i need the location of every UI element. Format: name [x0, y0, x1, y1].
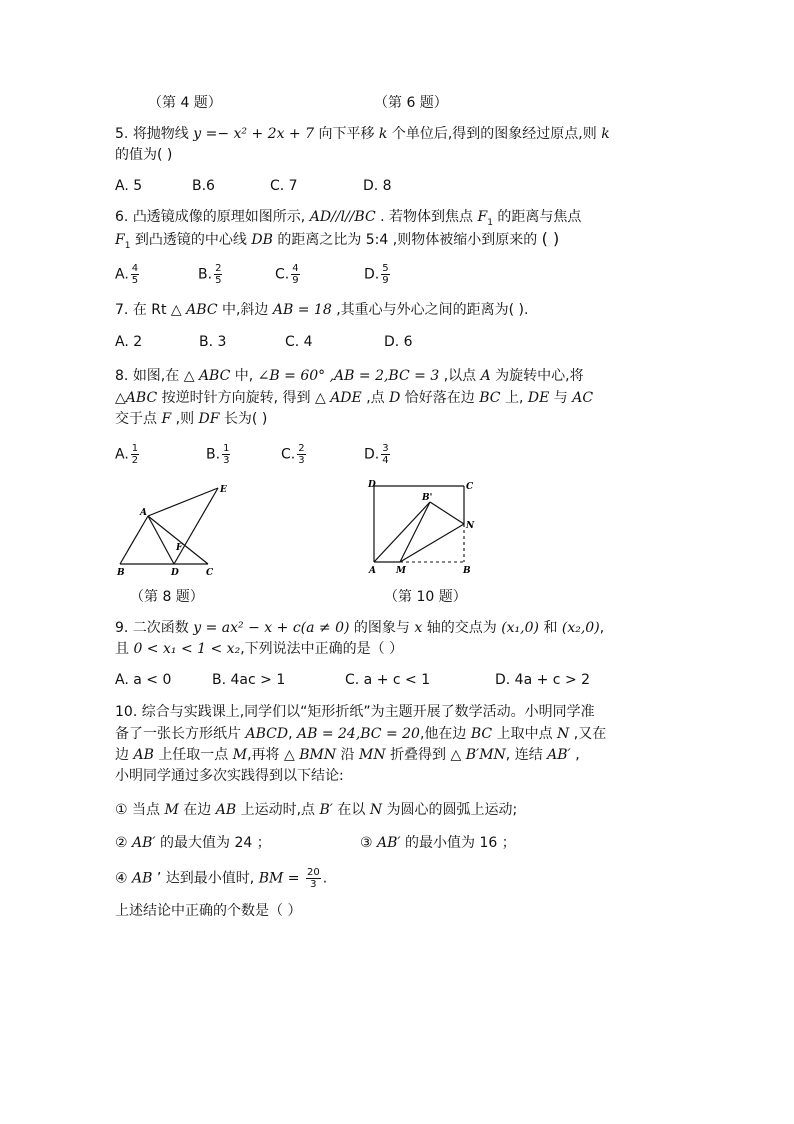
variable: MN: [359, 747, 386, 763]
variable: AB′: [377, 835, 401, 851]
question-text: ,以点: [443, 368, 477, 384]
question-8-line-3: [115, 409, 267, 429]
variable: k: [378, 126, 388, 142]
numerator: 20: [306, 867, 320, 878]
fraction: [131, 263, 139, 286]
denominator: 5: [215, 275, 222, 286]
question-text: ’ 达到最小值时,: [156, 870, 255, 887]
option-label: C.: [281, 446, 296, 463]
denominator: 3: [310, 879, 317, 890]
question-6-line-2: [115, 229, 559, 256]
question-number: 5.: [115, 126, 129, 142]
question-text: ,: [575, 747, 580, 763]
label-b: B: [463, 566, 471, 576]
fraction: [381, 263, 389, 286]
question-text: 到凸透镜的中心线: [134, 232, 247, 248]
variable: M: [164, 802, 179, 818]
fraction: [306, 867, 321, 890]
question-text: 二次函数: [132, 620, 189, 636]
question-number: 10.: [115, 704, 138, 720]
formula: y =− x² + 2x + 7: [193, 126, 315, 142]
variable: ABCD: [245, 726, 289, 742]
label-d: D: [368, 480, 376, 490]
question-text: 边: [115, 747, 129, 763]
variable: ABC: [198, 368, 231, 384]
variable: AB′: [547, 747, 571, 763]
question-number: 8.: [115, 368, 129, 384]
question-text: 按逆时针方向旋转, 得到 △: [161, 390, 326, 406]
question-text: △: [115, 390, 126, 406]
option-d: D. 6: [384, 334, 413, 350]
denominator: 2: [131, 455, 139, 466]
question-text: 的距离与焦点: [497, 209, 582, 225]
question-text: 且: [115, 641, 129, 657]
option-b: B. 3: [199, 334, 227, 350]
denominator: 3: [298, 455, 305, 466]
label-f: F: [176, 543, 183, 553]
segment-ab: [120, 516, 148, 564]
formula: AD//l//BC: [309, 209, 376, 225]
question-7-line-1: [115, 300, 528, 320]
question-10-line-1: [115, 702, 595, 722]
option-d: D. 8: [363, 178, 392, 194]
question-text: 交于点: [115, 411, 157, 427]
label-e: E: [220, 485, 227, 495]
fraction: [381, 443, 389, 466]
option-c: C. 7: [270, 178, 298, 194]
question-text: 如图,在 △: [132, 368, 195, 384]
variable: ABC: [125, 390, 158, 406]
question-text: 中,斜边: [221, 302, 269, 318]
question-text: ,: [599, 620, 605, 636]
conclusion-2: [115, 833, 271, 853]
variable: AB: [215, 802, 237, 818]
variable: ADE: [330, 390, 362, 406]
question-5-line-2: 的值为( ): [115, 147, 173, 163]
segment-ab-prime: [374, 502, 430, 562]
numerator: 5: [382, 263, 389, 274]
conclusion-3: [360, 833, 516, 853]
answer-blank: ( ): [541, 229, 560, 248]
option-c: C. a + c < 1: [345, 672, 431, 688]
option-label: D.: [364, 446, 380, 463]
question-text: ,则: [175, 411, 195, 427]
numerator: 2: [298, 443, 305, 454]
question-text: 备了一张长方形纸片: [115, 726, 241, 742]
option-d: [364, 443, 392, 466]
question-number: 9.: [115, 620, 129, 636]
formula: (x₂,0): [561, 620, 600, 636]
question-text: .: [322, 870, 328, 887]
question-10-line-4: 小明同学通过多次实践得到以下结论:: [115, 768, 344, 784]
question-text: 折叠得到 △: [390, 747, 462, 763]
question-text: ,点: [366, 390, 385, 406]
figure-6-caption: （第 6 题）: [374, 95, 448, 111]
question-text: ③: [360, 835, 373, 851]
option-b: [206, 443, 232, 466]
formula: AB = 24,BC = 20: [296, 726, 420, 742]
denominator: 5: [131, 275, 139, 286]
denominator: 9: [382, 275, 389, 286]
variable: ABC: [186, 302, 218, 318]
variable: N: [557, 726, 570, 742]
variable: x: [414, 620, 423, 636]
formula: BM =: [258, 870, 300, 887]
variable: D: [389, 390, 401, 406]
denominator: 3: [223, 455, 230, 466]
question-text: 的最小值为 16 ；: [405, 835, 516, 851]
variable: AB′: [132, 835, 156, 851]
question-number: 6.: [115, 209, 129, 225]
question-text: , 连结: [505, 747, 543, 763]
formula: ∠B = 60° ,AB = 2,BC = 3: [257, 368, 440, 384]
question-text: 在边: [183, 802, 212, 818]
option-b: B. 4ac > 1: [212, 672, 286, 688]
option-label: D.: [364, 266, 380, 283]
question-text: ②: [115, 835, 128, 851]
question-text: ,下列说法中正确的是（ ）: [240, 641, 404, 657]
question-8-line-2: [115, 388, 593, 408]
question-text: ,再将 △: [247, 747, 295, 763]
question-10-prompt: 上述结论中正确的个数是（ ）: [115, 903, 302, 919]
question-5-line-1: [115, 124, 610, 144]
subscript: 1: [124, 240, 131, 251]
variable: AB: [132, 870, 153, 887]
option-a: A. 5: [115, 178, 143, 194]
question-text: ,他在边: [419, 726, 467, 742]
numerator: 4: [292, 263, 299, 274]
variable: B′MN: [465, 747, 506, 763]
question-text: 上运动时,点: [240, 802, 316, 818]
option-label: B.: [206, 446, 221, 463]
label-d: D: [171, 568, 179, 578]
variable: M: [232, 747, 248, 763]
option-a: A. 2: [115, 334, 143, 350]
figure-8-caption: （第 8 题）: [130, 589, 204, 605]
option-a: [115, 263, 141, 286]
option-c: C. 4: [285, 334, 313, 350]
question-9-line-1: [115, 618, 604, 638]
variable: N: [369, 802, 383, 818]
numerator: 4: [131, 263, 139, 274]
segment-ad: [148, 516, 174, 564]
option-c: [281, 443, 308, 466]
segment-ae: [148, 488, 218, 516]
variable: BC: [479, 390, 501, 406]
question-text: 轴的交点为: [426, 620, 497, 636]
question-text: ,其重心与外心之间的距离为( ).: [336, 302, 529, 318]
question-text: 上取中点: [496, 726, 553, 742]
option-a: A. a < 0: [115, 672, 172, 688]
question-text: ① 当点: [115, 802, 161, 818]
option-label: C.: [275, 266, 290, 283]
option-b: B.6: [192, 178, 215, 194]
question-text: 个单位后,得到的图象经过原点,则: [391, 126, 597, 142]
option-a: [115, 443, 141, 466]
option-label: A.: [115, 446, 129, 463]
numerator: 3: [382, 443, 389, 454]
question-text: 的最大值为 24 ；: [160, 835, 271, 851]
figure-8-diagram: [108, 480, 238, 580]
question-text: 与: [553, 390, 568, 406]
figure-10-caption: （第 10 题）: [384, 589, 467, 605]
figure-4-caption: （第 4 题）: [148, 95, 222, 111]
option-label: A.: [115, 266, 129, 283]
question-10-line-3: [115, 745, 580, 765]
question-text: 为旋转中心,将: [495, 368, 584, 384]
variable: A: [480, 368, 491, 384]
figure-10-diagram: [362, 478, 492, 578]
question-10-line-2: [115, 724, 606, 744]
label-a: A: [140, 508, 147, 518]
fraction: [291, 263, 299, 286]
label-m: M: [396, 566, 406, 576]
label-c: C: [206, 568, 214, 578]
question-text: 长为( ): [223, 411, 268, 427]
question-text: 沿: [340, 747, 355, 763]
fraction: [297, 443, 305, 466]
variable: F: [477, 209, 488, 225]
option-d: [364, 263, 392, 286]
question-text: ,又在: [573, 726, 607, 742]
label-n: N: [466, 521, 475, 531]
question-text: 上任取一点: [158, 747, 229, 763]
label-a: A: [369, 566, 376, 576]
subscript: 1: [487, 217, 493, 228]
question-text: 恰好落在边: [404, 390, 475, 406]
question-text: 在以: [337, 802, 366, 818]
question-text: 的距离之比为 5:4 ,则物体被缩小到原来的: [277, 232, 538, 248]
question-text: 在 Rt △: [132, 302, 182, 318]
option-b: [198, 263, 224, 286]
variable: DE: [527, 390, 550, 406]
formula: (x₁,0): [501, 620, 539, 636]
question-text: 凸透镜成像的原理如图所示,: [132, 209, 306, 225]
fraction: [214, 263, 222, 286]
question-text: ④: [115, 870, 128, 887]
formula: y = ax² − x + c(a ≠ 0): [193, 620, 350, 636]
question-number: 7.: [115, 302, 129, 318]
formula: 0 < x₁ < 1 < x₂: [133, 641, 241, 657]
variable: DF: [198, 411, 220, 427]
conclusion-4: [115, 867, 327, 890]
question-9-line-2: [115, 639, 403, 659]
numerator: 1: [131, 443, 139, 454]
question-8-line-1: [115, 366, 584, 386]
variable: k: [601, 126, 610, 142]
formula: AB = 18: [272, 302, 332, 318]
variable: B′: [319, 802, 333, 818]
question-text: 综合与实践课上,同学们以“矩形折纸”为主题开展了数学活动。小明同学准: [141, 704, 595, 720]
fraction: [222, 443, 230, 466]
question-text: ,: [288, 726, 293, 742]
fraction: [131, 443, 139, 466]
label-c: C: [466, 482, 474, 492]
denominator: 4: [382, 455, 389, 466]
option-c: [275, 263, 302, 286]
variable: BC: [470, 726, 493, 742]
segment-b-prime-n: [430, 502, 464, 524]
variable: AB: [133, 747, 154, 763]
numerator: 2: [215, 263, 222, 274]
numerator: 1: [223, 443, 230, 454]
question-text: 为圆心的圆弧上运动;: [386, 802, 518, 818]
question-text: 向下平移: [318, 126, 375, 142]
question-text: 的图象与: [353, 620, 410, 636]
question-text: 和: [543, 620, 558, 636]
option-d: D. 4a + c > 2: [495, 672, 591, 688]
conclusion-1: [115, 800, 517, 820]
label-b-prime: B': [422, 493, 433, 503]
option-label: B.: [198, 266, 213, 283]
question-text: 上,: [504, 390, 524, 406]
label-b: B: [117, 568, 125, 578]
question-text: 将抛物线: [132, 126, 189, 142]
variable: DB: [251, 232, 273, 248]
denominator: 9: [292, 275, 299, 286]
variable: F: [115, 232, 125, 248]
variable: BMN: [299, 747, 337, 763]
variable: F: [161, 411, 172, 427]
variable: AC: [572, 390, 594, 406]
question-text: . 若物体到焦点: [380, 209, 474, 225]
question-text: 中,: [234, 368, 254, 384]
